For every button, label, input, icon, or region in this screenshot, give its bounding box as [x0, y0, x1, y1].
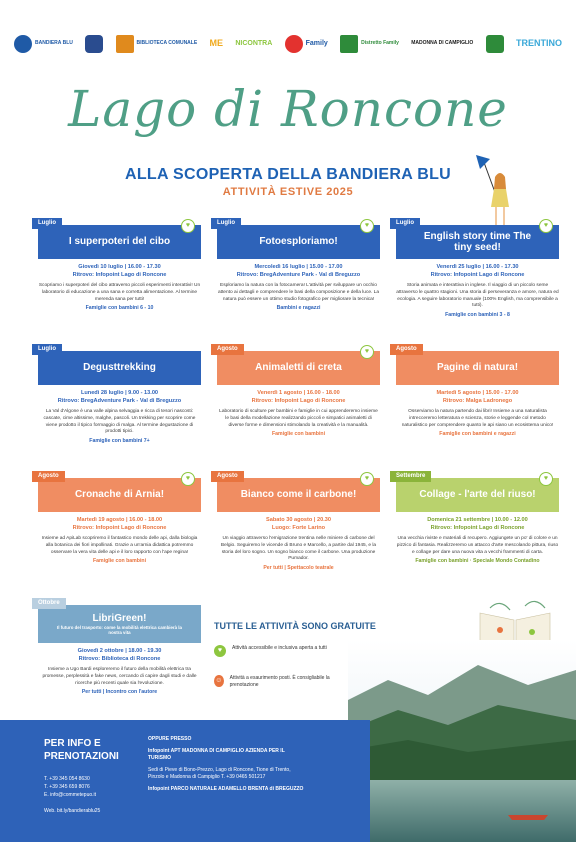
- card-target: Famiglie con bambini: [271, 431, 326, 438]
- accessible-note: ♥ Attività accessibile e inclusiva aperta a tutti: [214, 645, 334, 657]
- activity-card: [38, 220, 201, 312]
- me-logo: ME: [209, 38, 224, 49]
- card-description: Un viaggio attraverso l'emigrazione trentina nelle miniere di carbone del Belgio. Seguiremo le vicende di Bruno e Marcello, a partire dal 1945, e la storia del loro sogno. Un sogno bianco come il carbone. Una produzione Pumador.: [220, 536, 377, 562]
- card-header: Agosto ♥ Cronache di Arnia!: [38, 478, 201, 512]
- heart-icon: ♥: [539, 472, 553, 486]
- trentino-logo: TRENTINO: [515, 38, 562, 49]
- activity-card: [396, 473, 559, 565]
- card-header: Luglio Degusttrekking: [38, 351, 201, 385]
- activity-card: [38, 600, 201, 696]
- heart-icon: ♥: [214, 645, 226, 657]
- card-header: Ottobre LibriGreen! Il futuro del trasporto: come la mobilità elettrica cambierà la nostra vita: [38, 605, 201, 643]
- card-header: Agosto ♥ Bianco come il carbone!: [217, 478, 380, 512]
- info-footer: [0, 720, 370, 842]
- season-label: ATTIVITÀ ESTIVE 2025: [222, 186, 354, 198]
- email-link[interactable]: E. info@commetepuo.it: [44, 792, 97, 798]
- phone-1[interactable]: T. +39 345 054 8630: [44, 776, 90, 782]
- card-description: La Val d'Algone è una valle alpina selvaggia e ricca di tesori nascosti: cascate, cime altissime, malghe, pascoli. Un trekking per scoprire come viene prodotto il tipico formaggio di malga. Al termine degustazione di prodotti tipici.: [43, 409, 196, 435]
- month-tag: Ottobre: [32, 598, 66, 609]
- card-date: Sabato 30 agosto | 20.30 Luogo: Forte Larino: [266, 517, 331, 531]
- card-header: Luglio ♥ Fotoesploriamo!: [217, 225, 380, 259]
- card-date: Domenica 21 settembre | 10.00 - 12.00 Ritrovo: Infopoint Lago di Roncone: [427, 517, 528, 531]
- free-activities-title: TUTTE LE ATTIVITÀ SONO GRATUITE: [214, 621, 376, 631]
- heart-icon: ♥: [360, 472, 374, 486]
- activity-card: [38, 473, 201, 565]
- activity-card: [396, 346, 559, 438]
- info-title: PER INFO E PRENOTAZIONI: [44, 738, 119, 762]
- card-description: Storia animata e interattiva in inglese. Il viaggio di un piccolo seme attraverso le quattro stagioni. Una storia di perseveranza e amore, natura ed ecologia. A seguire laboratorio manuale (100% English, ma comprensibile a tutti).: [396, 283, 559, 309]
- activity-card: [217, 346, 380, 438]
- card-description: Esploriamo la natura con la fotocamera! L'attività per sviluppare un occhio attento ai dettagli e comprendere le basi della composizione e della luce. La natura può essere un ottimo studio fotografico per migliorare la tecnica!: [217, 283, 380, 302]
- nicontra-logo: NICONTRA: [235, 40, 273, 48]
- heart-icon: ♥: [181, 219, 195, 233]
- parco-logo: [486, 35, 504, 53]
- card-description: Scopriamo i superpoteri del cibo attraverso piccoli esperimenti interattivi! Un laboratorio di educazione a una sana e corretta alimentazione. Al termine merenda sana per tutti!: [38, 283, 201, 302]
- activity-card: [217, 473, 380, 571]
- booking-note: ☺ Attività a esaurimento posti. È consigliabile la prenotazione: [215, 675, 330, 689]
- page-subtitle: ALLA SCOPERTA DELLA BANDIERA BLU: [124, 166, 452, 183]
- month-tag: Luglio: [211, 218, 241, 229]
- bandiera-blu-logo: BANDIERA BLU: [14, 35, 73, 53]
- child-icon: ☺: [214, 675, 224, 687]
- girl-with-flag-illustration: [476, 155, 516, 230]
- month-tag: Agosto: [211, 471, 244, 482]
- lake-landscape-image: [348, 640, 576, 842]
- month-tag: Agosto: [32, 471, 65, 482]
- card-header: Luglio ♥ I superpoteri del cibo: [38, 225, 201, 259]
- month-tag: Luglio: [32, 218, 62, 229]
- month-tag: Agosto: [390, 344, 423, 355]
- card-header: Luglio ♥ English story time The tiny seed!: [396, 225, 559, 259]
- card-target: Famiglie con bambini · Speciale Mondo Contadino: [415, 558, 540, 565]
- card-description: Osserviamo la natura partendo dai libri! Insieme a una naturalista intrecceremo letteratura e scienza, storie e leggende col metodo naturalistico per comprendere quanto le api siano un ecosistema unico!: [401, 409, 554, 428]
- card-date: Venerdì 25 luglio | 16.00 - 17.30 Ritrovo: Infopoint Lago di Roncone: [430, 264, 525, 278]
- card-description: Insieme a Ugo Bardi esploreremo il futuro della mobilità elettrica tra promesse, perplessità e fake news, cercando di capire dagli studi e dalle ricerche più recenti quale sia l'evoluzione.: [42, 667, 197, 686]
- card-description: Una vecchia riviste e materiali di recupero. Aggiungete un po' di colore e un pizzico di fantasia. Realizzeremo un attacco d'arte mescolando pittura, riuso e collage per dare una nuova vita a vecchi frammenti di carta.: [396, 536, 559, 555]
- card-date: Giovedì 10 luglio | 16.00 - 17.30 Ritrovo: Infopoint Lago di Roncone: [72, 264, 167, 278]
- distretto-family-logo: Distretto Family: [340, 35, 399, 53]
- activity-card: [217, 220, 380, 312]
- card-date: Martedì 5 agosto | 15.00 - 17.00 Ritrovo: Malga Ladronego: [436, 390, 519, 404]
- phone-2[interactable]: T. +39 345 659 8076: [44, 784, 90, 790]
- heart-icon: ♥: [539, 219, 553, 233]
- card-description: Insieme ad ApiLab scopriremo il fantastico mondo delle api, dalla biologia alla botanica dei fiori impollinati. Grazie a un'arnia didattica potremmo osservare la vera vita delle api e il loro rapporto con l'ape regina!: [41, 536, 198, 555]
- page-title: Lago di Roncone: [68, 80, 508, 138]
- heart-icon: ♥: [360, 345, 374, 359]
- web-link[interactable]: Web. bit.ly/bandierablu25: [44, 808, 101, 814]
- card-header: Agosto ♥ Animaletti di creta: [217, 351, 380, 385]
- sponsor-logos: [0, 28, 576, 60]
- other-locations: OPPURE PRESSO Infopoint APT MADONNA DI CAMPIGLIO AZIENDA PER IL TURISMO Sedi di Pieve di Bono-Prezzo, Lago di Roncone, Tione di Trento, Pinzolo e Madonna di Campiglio T. +39 0465 501217 Infopoint PARCO NATURALE ADAMELLO BRENTA di BREGUZZO: [148, 736, 304, 792]
- card-date: Martedì 19 agosto | 16.00 - 18.00 Ritrovo: Infopoint Lago di Roncone: [72, 517, 167, 531]
- month-tag: Luglio: [32, 344, 62, 355]
- biblioteca-logo: BIBLIOTECA COMUNALE: [116, 35, 198, 53]
- card-target: Famiglie con bambini 3 - 8: [445, 311, 510, 318]
- card-target: Famiglie con bambini: [92, 558, 147, 565]
- activity-card: [396, 220, 559, 318]
- madonna-campiglio-logo: MADONNA DI CAMPIGLIO: [411, 40, 474, 47]
- heart-icon: ♥: [181, 472, 195, 486]
- card-target: Famiglie con bambini 6 - 10: [85, 305, 154, 312]
- card-date: Venerdì 1 agosto | 16.00 - 18.00 Ritrovo: Infopoint Lago di Roncone: [251, 390, 346, 404]
- card-target: Famiglie con bambini e ragazzi: [439, 431, 516, 438]
- month-tag: Agosto: [211, 344, 244, 355]
- family-logo: Family: [285, 35, 328, 53]
- month-tag: Luglio: [390, 218, 420, 229]
- card-date: Mercoledì 16 luglio | 15.00 - 17.00 Ritrovo: BregAdventure Park - Val di Breguzzo: [236, 264, 361, 278]
- month-tag: Settembre: [390, 471, 431, 482]
- comune-crest-logo: [85, 35, 103, 53]
- card-date: Giovedì 2 ottobre | 18.00 - 19.30 Ritrovo: Biblioteca di Roncone: [77, 648, 162, 662]
- contact-list: [44, 775, 96, 799]
- card-description: Laboratorio di sculture per bambini e famiglie in cui apprenderemo insieme le basi della modellazione realizzando piccoli e simpatici animaletti di diverse forme e dimensioni stimolando la creatività e la manualità.: [219, 409, 378, 428]
- card-date: Lunedì 28 luglio | 9.00 - 13.00 Ritrovo: BregAdventure Park - Val di Breguzzo: [57, 390, 182, 404]
- heart-icon: ♥: [360, 219, 374, 233]
- activity-card: [38, 346, 201, 444]
- card-target: Per tutti | Spettacolo teatrale: [263, 564, 334, 571]
- card-header: Agosto Pagine di natura!: [396, 351, 559, 385]
- card-target: Bambini e ragazzi: [276, 305, 321, 312]
- card-target: Per tutti | Incontro con l'autore: [81, 689, 158, 696]
- card-target: Famiglie con bambini 7+: [89, 437, 150, 444]
- card-header: Settembre ♥ Collage - l'arte del riuso!: [396, 478, 559, 512]
